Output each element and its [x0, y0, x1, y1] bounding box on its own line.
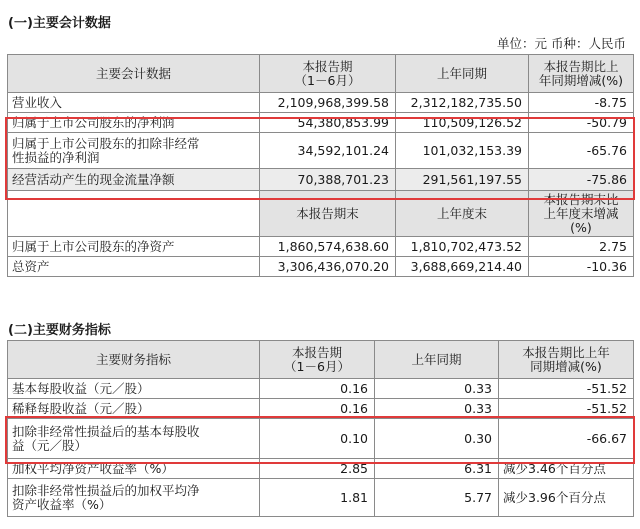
row-current: 0.10: [260, 419, 375, 459]
row-change: -10.36: [529, 257, 634, 277]
row-prior: 1,810,702,473.52: [396, 237, 529, 257]
header-current-end: 本报告期末: [260, 191, 396, 237]
header-item: 主要财务指标: [8, 341, 260, 379]
row-label: 营业收入: [8, 93, 260, 113]
row-change: 减少3.46个百分点: [499, 459, 634, 479]
row-prior: 110,509,126.52: [396, 113, 529, 133]
unit-currency-line: 单位：元 币种：人民币: [497, 36, 626, 51]
row-current: 54,380,853.99: [260, 113, 396, 133]
header-current: 本报告期 （1－6月）: [260, 341, 375, 379]
row-label: 加权平均净资产收益率（%）: [8, 459, 260, 479]
row-label: 基本每股收益（元／股）: [8, 379, 260, 399]
row-change: -75.86: [529, 169, 634, 191]
row-current: 2.85: [260, 459, 375, 479]
row-current: 0.16: [260, 399, 375, 419]
table-header-row: [8, 55, 634, 93]
table-row: [8, 93, 634, 113]
header-item: 主要会计数据: [8, 55, 260, 93]
header-change: 本报告期比上年 同期增减(%): [499, 341, 634, 379]
row-change: -51.52: [499, 379, 634, 399]
row-current: 34,592,101.24: [260, 133, 396, 169]
row-label: 归属于上市公司股东的扣除非经常 性损益的净利润: [8, 133, 260, 169]
row-current: 3,306,436,070.20: [260, 257, 396, 277]
row-prior: 5.77: [375, 479, 499, 517]
row-label: 扣除非经常性损益后的加权平均净 资产收益率（%）: [8, 479, 260, 517]
row-current: 1.81: [260, 479, 375, 517]
row-prior: 0.30: [375, 419, 499, 459]
row-change: -65.76: [529, 133, 634, 169]
row-current: 0.16: [260, 379, 375, 399]
row-change: 2.75: [529, 237, 634, 257]
row-prior: 291,561,197.55: [396, 169, 529, 191]
section2-title: (二)主要财务指标: [8, 323, 111, 338]
table-row: [8, 237, 634, 257]
table-row: [8, 113, 634, 133]
table-row: [8, 379, 634, 399]
row-prior: 0.33: [375, 379, 499, 399]
header-prior: 上年同期: [396, 55, 529, 93]
financial-indicators-table: [7, 340, 634, 517]
table-row: [8, 169, 634, 191]
table-row: [8, 133, 634, 169]
row-change: -66.67: [499, 419, 634, 459]
row-change: 减少3.96个百分点: [499, 479, 634, 517]
header-current: 本报告期 （1－6月）: [260, 55, 396, 93]
table-header-row: [8, 191, 634, 237]
row-prior: 2,312,182,735.50: [396, 93, 529, 113]
header-change: 本报告期比上 年同期增减(%): [529, 55, 634, 93]
table-row: [8, 257, 634, 277]
row-change: -51.52: [499, 399, 634, 419]
row-label: 扣除非经常性损益后的基本每股收 益（元／股）: [8, 419, 260, 459]
header-change-end: 本报告期末比 上年度末增减 (%): [529, 191, 634, 237]
table-row: [8, 479, 634, 517]
row-change: -50.79: [529, 113, 634, 133]
header-prior: 上年同期: [375, 341, 499, 379]
row-label: 归属于上市公司股东的净资产: [8, 237, 260, 257]
header-blank: [8, 191, 260, 237]
row-current: 1,860,574,638.60: [260, 237, 396, 257]
row-label: 经营活动产生的现金流量净额: [8, 169, 260, 191]
row-prior: 101,032,153.39: [396, 133, 529, 169]
row-current: 70,388,701.23: [260, 169, 396, 191]
accounting-data-table: [7, 54, 634, 277]
header-prior-end: 上年度末: [396, 191, 529, 237]
table-row: [8, 419, 634, 459]
row-prior: 0.33: [375, 399, 499, 419]
row-label: 稀释每股收益（元／股）: [8, 399, 260, 419]
row-current: 2,109,968,399.58: [260, 93, 396, 113]
table-row: [8, 399, 634, 419]
row-prior: 3,688,669,214.40: [396, 257, 529, 277]
row-label: 归属于上市公司股东的净利润: [8, 113, 260, 133]
section1-title: (一)主要会计数据: [8, 16, 111, 31]
row-prior: 6.31: [375, 459, 499, 479]
row-label: 总资产: [8, 257, 260, 277]
row-change: -8.75: [529, 93, 634, 113]
table-row: [8, 459, 634, 479]
table-header-row: [8, 341, 634, 379]
